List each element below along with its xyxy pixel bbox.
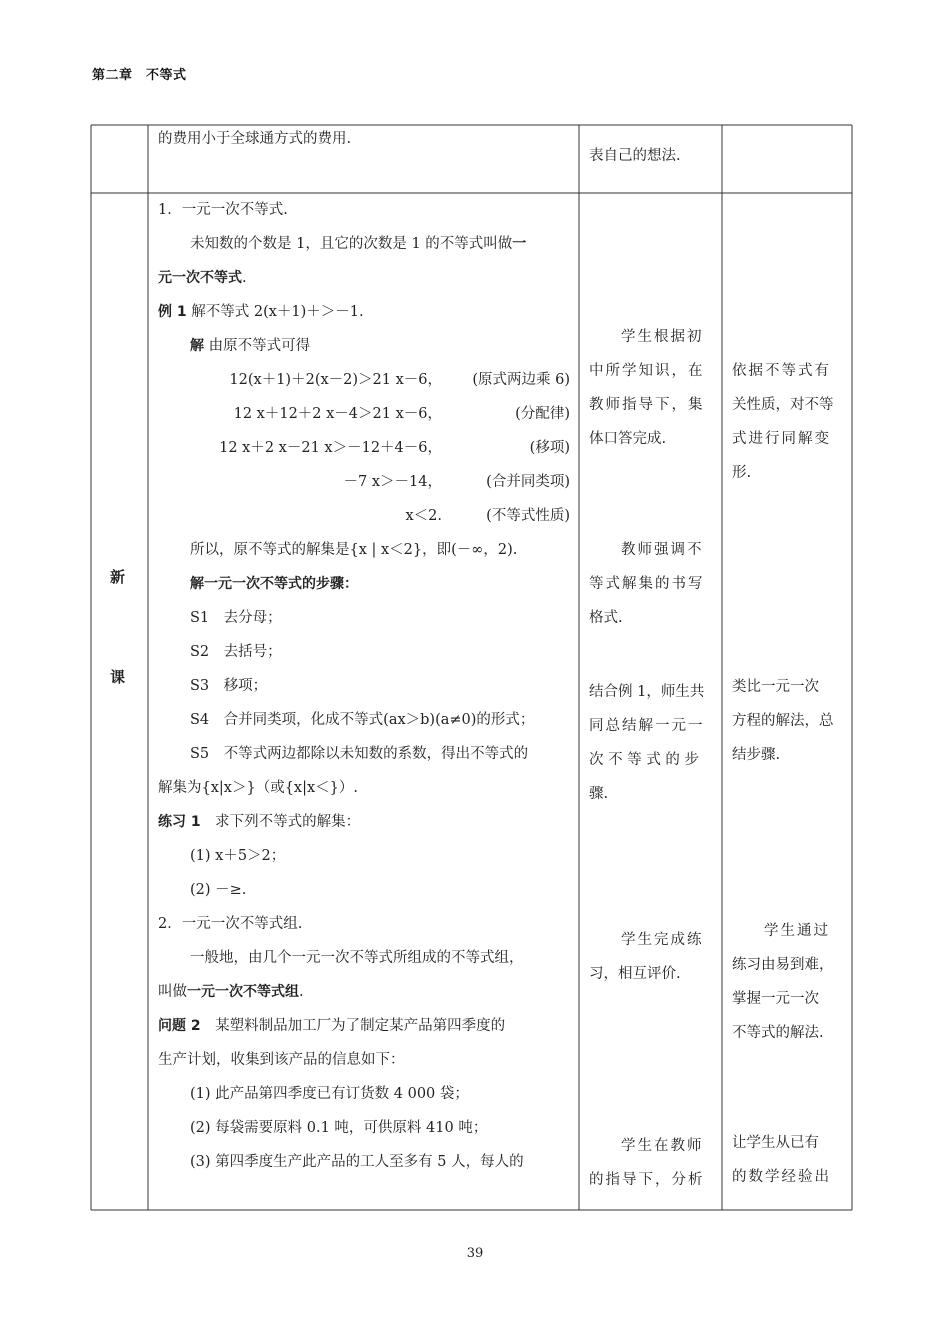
system-definition-period: .: [299, 984, 304, 1000]
activity-line: 骤.: [589, 786, 609, 802]
section-label-xin: 新: [110, 568, 126, 586]
exercise-1-text: 求下列不等式的解集：: [200, 814, 361, 830]
design-intent-b: [732, 670, 850, 772]
chapter-header: 第二章 不等式: [92, 68, 187, 83]
example-1-label: 例 1: [158, 304, 187, 320]
intent-line: 形.: [732, 465, 752, 481]
heading-linear-inequality: 1．一元一次不等式.: [158, 202, 288, 218]
exercise-item-1: (1) x＋5＞2；: [190, 848, 286, 864]
activity-line: 学生根据初: [621, 329, 704, 345]
activity-line: 教师强调不: [621, 542, 704, 558]
definition-term-start: 一: [512, 236, 527, 252]
step-s5-cont: 解集为{x|x＞}（或{x|x＜}）.: [158, 780, 358, 796]
lesson-content: [158, 193, 576, 1179]
step-note: (合并同类项): [486, 474, 570, 490]
step-expression: 12 x＋12＋2 x－4＞21 x－6，: [233, 406, 442, 422]
solution-label: 解: [190, 338, 204, 354]
student-activity-b: [589, 533, 719, 635]
definition-term: 元一次不等式: [158, 270, 242, 286]
design-intent-c: [732, 914, 850, 1050]
exercise-1: [158, 805, 576, 839]
step-note: (不等式性质): [486, 508, 570, 524]
design-intent-a: [732, 354, 850, 490]
student-activity-e: [589, 1129, 719, 1197]
problem-2-cont: 生产计划，收集到该产品的信息如下：: [158, 1052, 405, 1068]
activity-line: 格式.: [589, 610, 623, 626]
step-expression: x＜2.: [405, 508, 442, 524]
problem-2-text: 某塑料制品加工厂为了制定某产品第四季度的: [200, 1018, 506, 1034]
activity-line: 学生在教师: [621, 1138, 704, 1154]
intent-line: 类比一元一次: [732, 679, 819, 695]
exercise-1-label: 练习 1: [158, 814, 201, 830]
system-definition-lead: 叫做: [158, 984, 187, 1000]
problem-info-1: (1) 此产品第四季度已有订货数 4 000 袋；: [190, 1086, 469, 1102]
heading-inequality-system: 2．一元一次不等式组.: [158, 916, 303, 932]
student-activity-d: [589, 923, 719, 991]
steps-title: 解一元一次不等式的步骤：: [190, 576, 358, 592]
intent-line: 不等式的解法.: [732, 1025, 824, 1041]
definition-line-2: [158, 261, 576, 295]
section-label-ke: 课: [110, 668, 126, 686]
intent-line: 依据不等式有: [732, 363, 831, 379]
system-definition: 一般地，由几个一元一次不等式所组成的不等式组，: [190, 950, 524, 966]
step-expression: －7 x＞－14，: [343, 474, 442, 490]
step-expression: 12 x＋2 x－21 x＞－12＋4－6，: [219, 440, 442, 456]
intent-line: 练习由易到难，: [732, 957, 834, 973]
activity-line: 体口答完成.: [589, 431, 667, 447]
example-1-text: 解不等式 2(x＋1)＋＞－1.: [186, 304, 364, 320]
step-note: (原式两边乘 6): [472, 372, 570, 388]
activity-line: 同总结解一元一: [589, 718, 705, 734]
problem-2: [158, 1009, 576, 1043]
problem-info-3: (3) 第四季度生产此产品的工人至多有 5 人，每人的: [190, 1154, 524, 1170]
activity-line: 习，相互评价.: [589, 966, 681, 982]
design-intent-d: [732, 1126, 850, 1194]
step-s5: S5 不等式两边都除以未知数的系数，得出不等式的: [190, 746, 529, 762]
activity-line: 结合例 1，师生共: [589, 684, 705, 700]
system-definition-2: [158, 975, 576, 1009]
activity-line: 中所学知识，在: [589, 363, 705, 379]
step-s4: S4 合并同类项，化成不等式(ax＞b)(a≠0)的形式；: [190, 712, 535, 728]
intent-line: 关性质，对不等: [732, 397, 834, 413]
step-expression: 12(x＋1)＋2(x－2)＞21 x－6，: [229, 372, 442, 388]
definition-line: [158, 227, 576, 261]
step-s1: S1 去分母；: [190, 610, 282, 626]
activity-line: 教师指导下，集: [589, 397, 705, 413]
problem-info-2: (2) 每袋需要原料 0.1 吨，可供原料 410 吨；: [190, 1120, 488, 1136]
intent-line: 学生通过: [764, 923, 830, 939]
activity-line: 次 不 等 式 的 步: [589, 752, 700, 768]
intent-line: 的数学经验出: [732, 1169, 831, 1185]
exercise-item-2: (2) －≥.: [190, 882, 247, 898]
solution-steps: [158, 363, 576, 533]
row1-student-text: 表自己的想法.: [589, 148, 681, 164]
solution-text: 由原不等式可得: [204, 338, 311, 354]
intent-line: 方程的解法，总: [732, 713, 834, 729]
student-activity-c: [589, 675, 719, 811]
intent-line: 掌握一元一次: [732, 991, 819, 1007]
row1-content-text: 的费用小于全球通方式的费用.: [158, 131, 352, 147]
solution-intro: [158, 329, 576, 363]
solution-conclusion: 所以，原不等式的解集是{x | x＜2}，即(－∞，2).: [190, 542, 518, 558]
student-activity-a: [589, 320, 719, 456]
definition-text: 未知数的个数是 1，且它的次数是 1 的不等式叫做: [190, 236, 513, 252]
step-note: (分配律): [515, 406, 570, 422]
system-definition-term: 一元一次不等式组: [187, 984, 299, 1000]
activity-line: 等式解集的书写: [589, 576, 705, 592]
step-s3: S3 移项；: [190, 678, 268, 694]
activity-line: 学生完成练: [621, 932, 704, 948]
intent-line: 式进行同解变: [732, 431, 831, 447]
step-s2: S2 去括号；: [190, 644, 282, 660]
example-1: [158, 295, 576, 329]
intent-line: 结步骤.: [732, 747, 781, 763]
intent-line: 让学生从已有: [732, 1135, 819, 1151]
step-note: (移项): [529, 440, 570, 456]
problem-2-label: 问题 2: [158, 1018, 201, 1034]
page-number: 39: [466, 1246, 484, 1261]
definition-period: .: [242, 270, 247, 286]
activity-line: 的指导下，分析: [589, 1172, 705, 1188]
